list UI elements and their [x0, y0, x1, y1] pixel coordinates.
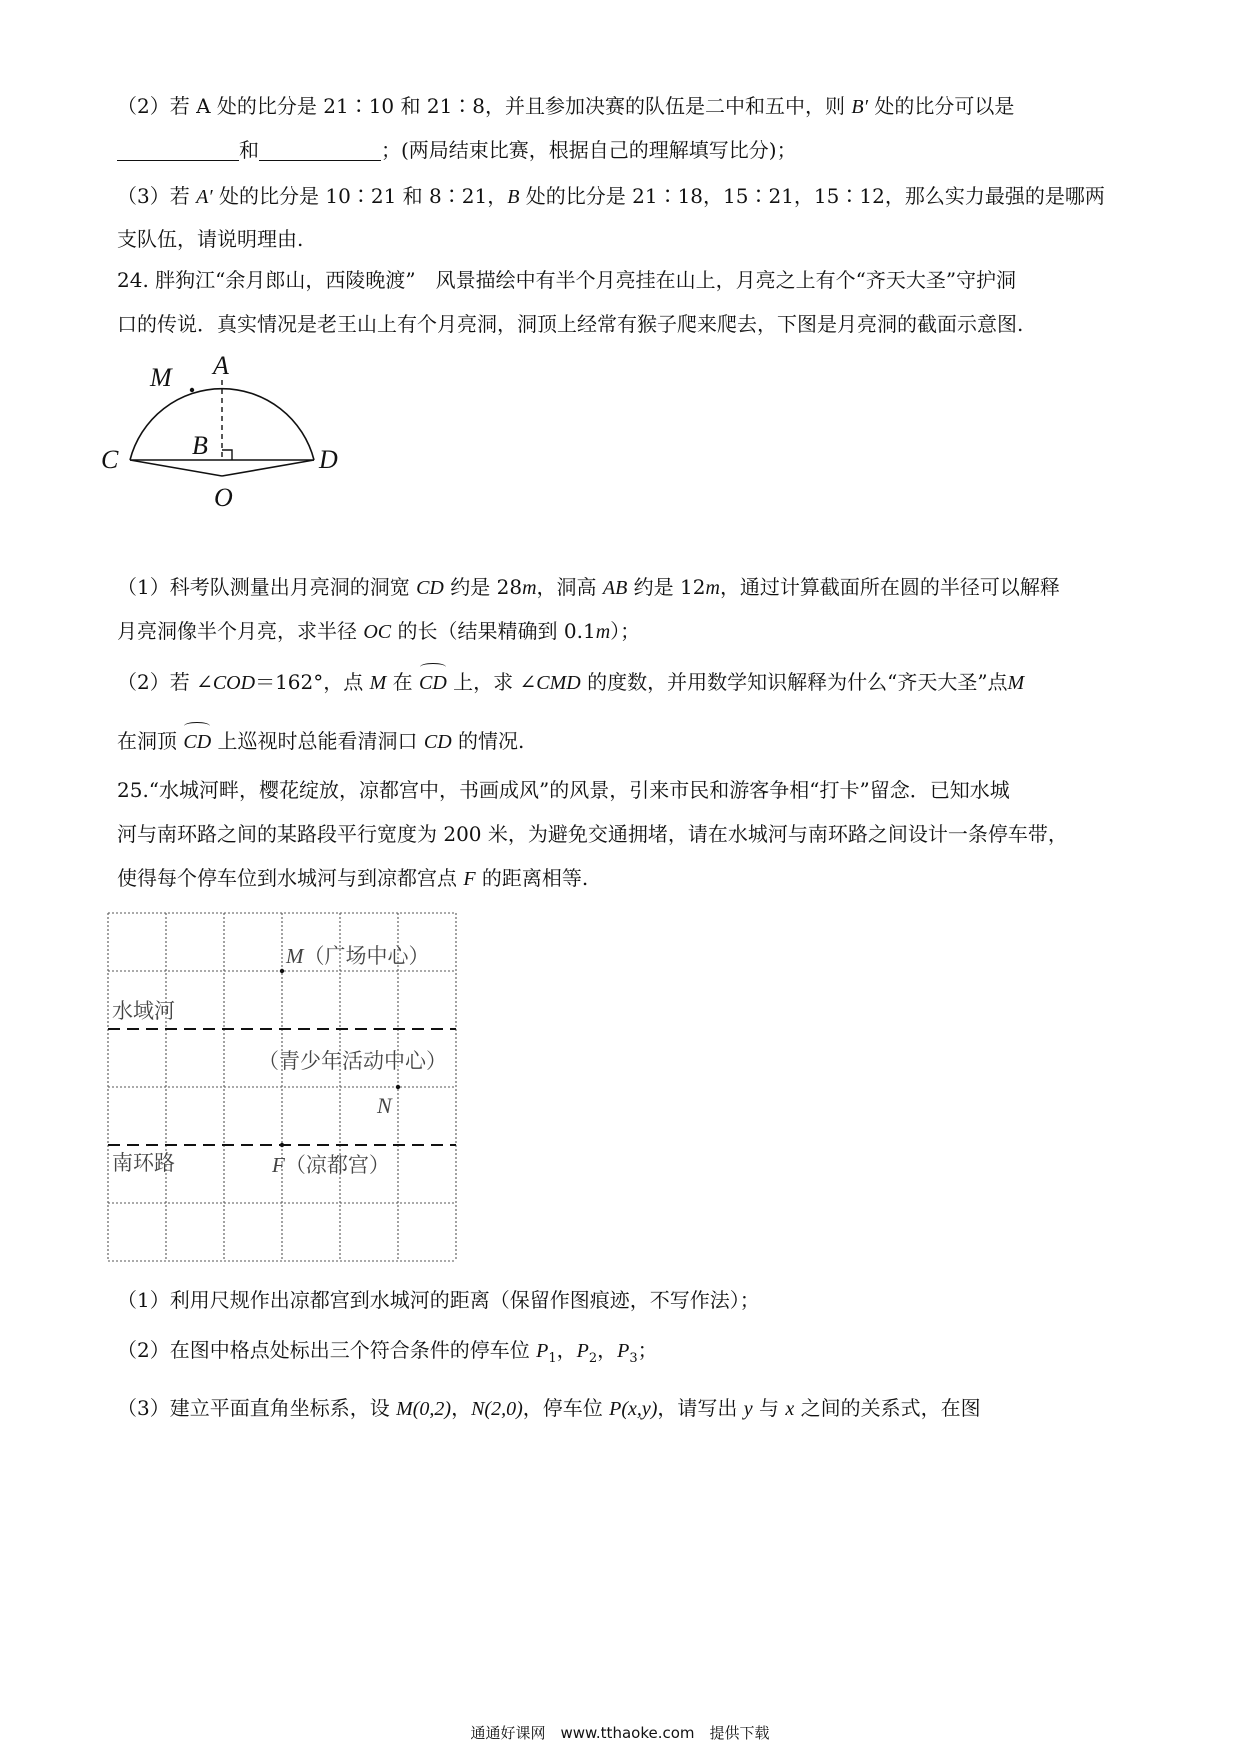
text: 口的传说．真实情况是老王山上有个月亮洞，洞顶上经常有猴子爬来爬去，下图是月亮洞的截面示意图. [117, 312, 1024, 336]
math-oc: OC [363, 621, 392, 643]
q24-part2-line2 [117, 727, 1137, 756]
text: 约是 12 [627, 575, 706, 599]
text: ； [637, 1338, 658, 1362]
text: ， [451, 1396, 472, 1420]
text: 上，求 ∠ [446, 670, 537, 694]
text: ， [597, 1338, 618, 1362]
grid-label-f: F（凉都宫） [272, 1153, 390, 1177]
math-m-coord: M(0,2) [396, 1398, 452, 1420]
math-cd: CD [423, 731, 452, 753]
text: 月亮洞像半个月亮，求半径 [117, 619, 364, 643]
grid-label-n: N [377, 1093, 392, 1118]
text: 的长（结果精确到 0.1 [391, 619, 596, 643]
page-footer: 通通好课网 www.tthaoke.com 提供下载 [470, 1724, 770, 1742]
math-p: P [536, 1340, 549, 1362]
text: 的度数，并用数学知识解释为什么“齐天大圣”点 [580, 670, 1008, 694]
q25-intro-line1 [117, 776, 1137, 804]
text: 24. 胖狗江“余月郎山，西陵晚渡” 风景描绘中有半个月亮挂在山上，月亮之上有个“齐天大圣”守护洞 [117, 268, 1017, 292]
label-o: O [214, 483, 233, 512]
math-n-coord: N(2,0) [471, 1398, 523, 1420]
text: （1）利用尺规作出凉都宫到水城河的距离（保留作图痕迹，不写作法）； [117, 1288, 760, 1312]
q25-intro-line2 [117, 820, 1137, 848]
q25-part1 [117, 1286, 1137, 1314]
text: 处的比分是 21∶18，15∶21，15∶12，那么实力最强的是哪两 [519, 184, 1105, 208]
text: 约是 28 [443, 575, 523, 599]
grid-label-youth-center: （青少年活动中心） [258, 1049, 447, 1073]
grid-map-figure [100, 908, 465, 1268]
q23-part3-line1 [117, 182, 1137, 211]
text: 之间的关系式，在图 [794, 1396, 981, 1420]
q24-part1-line2 [117, 617, 1137, 646]
answer-blank-2[interactable] [259, 140, 381, 161]
math-ab: AB [602, 577, 628, 599]
math-cmd: CMD [536, 672, 581, 694]
math-cd: CD [416, 577, 444, 599]
text: ）； [610, 619, 641, 643]
math-f: F [463, 868, 476, 890]
q25-part2 [117, 1336, 1137, 1373]
label-b: B [192, 431, 208, 460]
math-m: M [369, 672, 387, 694]
math-p: P [617, 1340, 630, 1362]
text: 的距离相等. [475, 866, 589, 890]
text: 的情况. [451, 729, 525, 753]
math-cod: COD [212, 672, 256, 694]
text: （2）若 ∠ [117, 670, 213, 694]
q23-part3-line2 [117, 225, 1137, 253]
label-d: D [319, 445, 338, 474]
text: 上巡视时总能看清洞口 [211, 729, 424, 753]
unit-m: m [705, 577, 720, 599]
math-b: B [507, 186, 520, 208]
math-a-prime: A′ [196, 186, 213, 208]
math-p: P [576, 1340, 589, 1362]
text: （2）在图中格点处标出三个符合条件的停车位 [117, 1338, 537, 1362]
q24-part1-line1 [117, 573, 1137, 602]
q25-part3 [117, 1394, 1137, 1423]
unit-m: m [522, 577, 537, 599]
grid-label-river: 水域河 [112, 999, 175, 1023]
subscript: 3 [629, 1351, 638, 1366]
text: （1）科考队测量出月亮洞的洞宽 [117, 575, 417, 599]
math-m: M [1007, 672, 1025, 694]
text: ；(两局结束比赛，根据自己的理解填写比分)； [381, 138, 797, 162]
math-y: y [743, 1398, 753, 1420]
label-c: C [101, 445, 119, 474]
arc-cd: CD [183, 728, 211, 756]
subscript: 1 [548, 1351, 557, 1366]
grid-label-m: M（广场中心） [286, 944, 430, 968]
text: 支队伍，请说明理由. [117, 227, 304, 251]
unit-m: m [595, 621, 611, 643]
grid-label-road: 南环路 [112, 1151, 175, 1175]
q24-part2-line1 [117, 668, 1137, 697]
text: （2）若 A 处的比分是 21∶10 和 21∶8，并且参加决赛的队伍是二中和五中，则 [117, 94, 852, 118]
text: ，洞高 [536, 575, 603, 599]
q25-intro-line3 [117, 864, 1137, 893]
arc-cd: CD [419, 669, 447, 697]
text: 在洞顶 [117, 729, 184, 753]
q23-part2-line1 [117, 92, 1137, 121]
label-a: A [213, 351, 229, 380]
label-m: M [150, 363, 172, 392]
moon-cave-figure [100, 348, 360, 523]
text: 处的比分可以是 [867, 94, 1015, 118]
q23-part2-line2 [117, 136, 1137, 164]
text: 与 [752, 1396, 786, 1420]
text: ＝162°，点 [255, 670, 370, 694]
text: 处的比分是 10∶21 和 8∶21， [212, 184, 508, 208]
q24-intro-line1 [117, 266, 1137, 294]
text: ，请写出 [657, 1396, 744, 1420]
subscript: 2 [588, 1351, 598, 1366]
text: ，通过计算截面所在圆的半径可以解释 [719, 575, 1060, 599]
answer-blank-1[interactable] [117, 140, 239, 161]
text: （3）若 [117, 184, 197, 208]
math-x: x [785, 1398, 795, 1420]
math-b-prime: B′ [851, 96, 868, 118]
text: 25.“水城河畔，樱花绽放，凉都宫中，书画成风”的风景，引来市民和游客争相“打卡”留念．已知水城 [117, 778, 1010, 802]
text: 在 [386, 670, 419, 694]
text: ，停车位 [522, 1396, 610, 1420]
text: 和 [239, 138, 259, 162]
text: （3）建立平面直角坐标系，设 [117, 1396, 397, 1420]
text: ， [556, 1338, 577, 1362]
text: 使得每个停车位到水城河与到凉都宫点 [117, 866, 464, 890]
math-p-coord: P(x,y) [609, 1398, 658, 1420]
text: 河与南环路之间的某路段平行宽度为 200 米，为避免交通拥堵，请在水城河与南环路之间设计一条停车带， [117, 822, 1068, 846]
q24-intro-line2 [117, 310, 1137, 338]
